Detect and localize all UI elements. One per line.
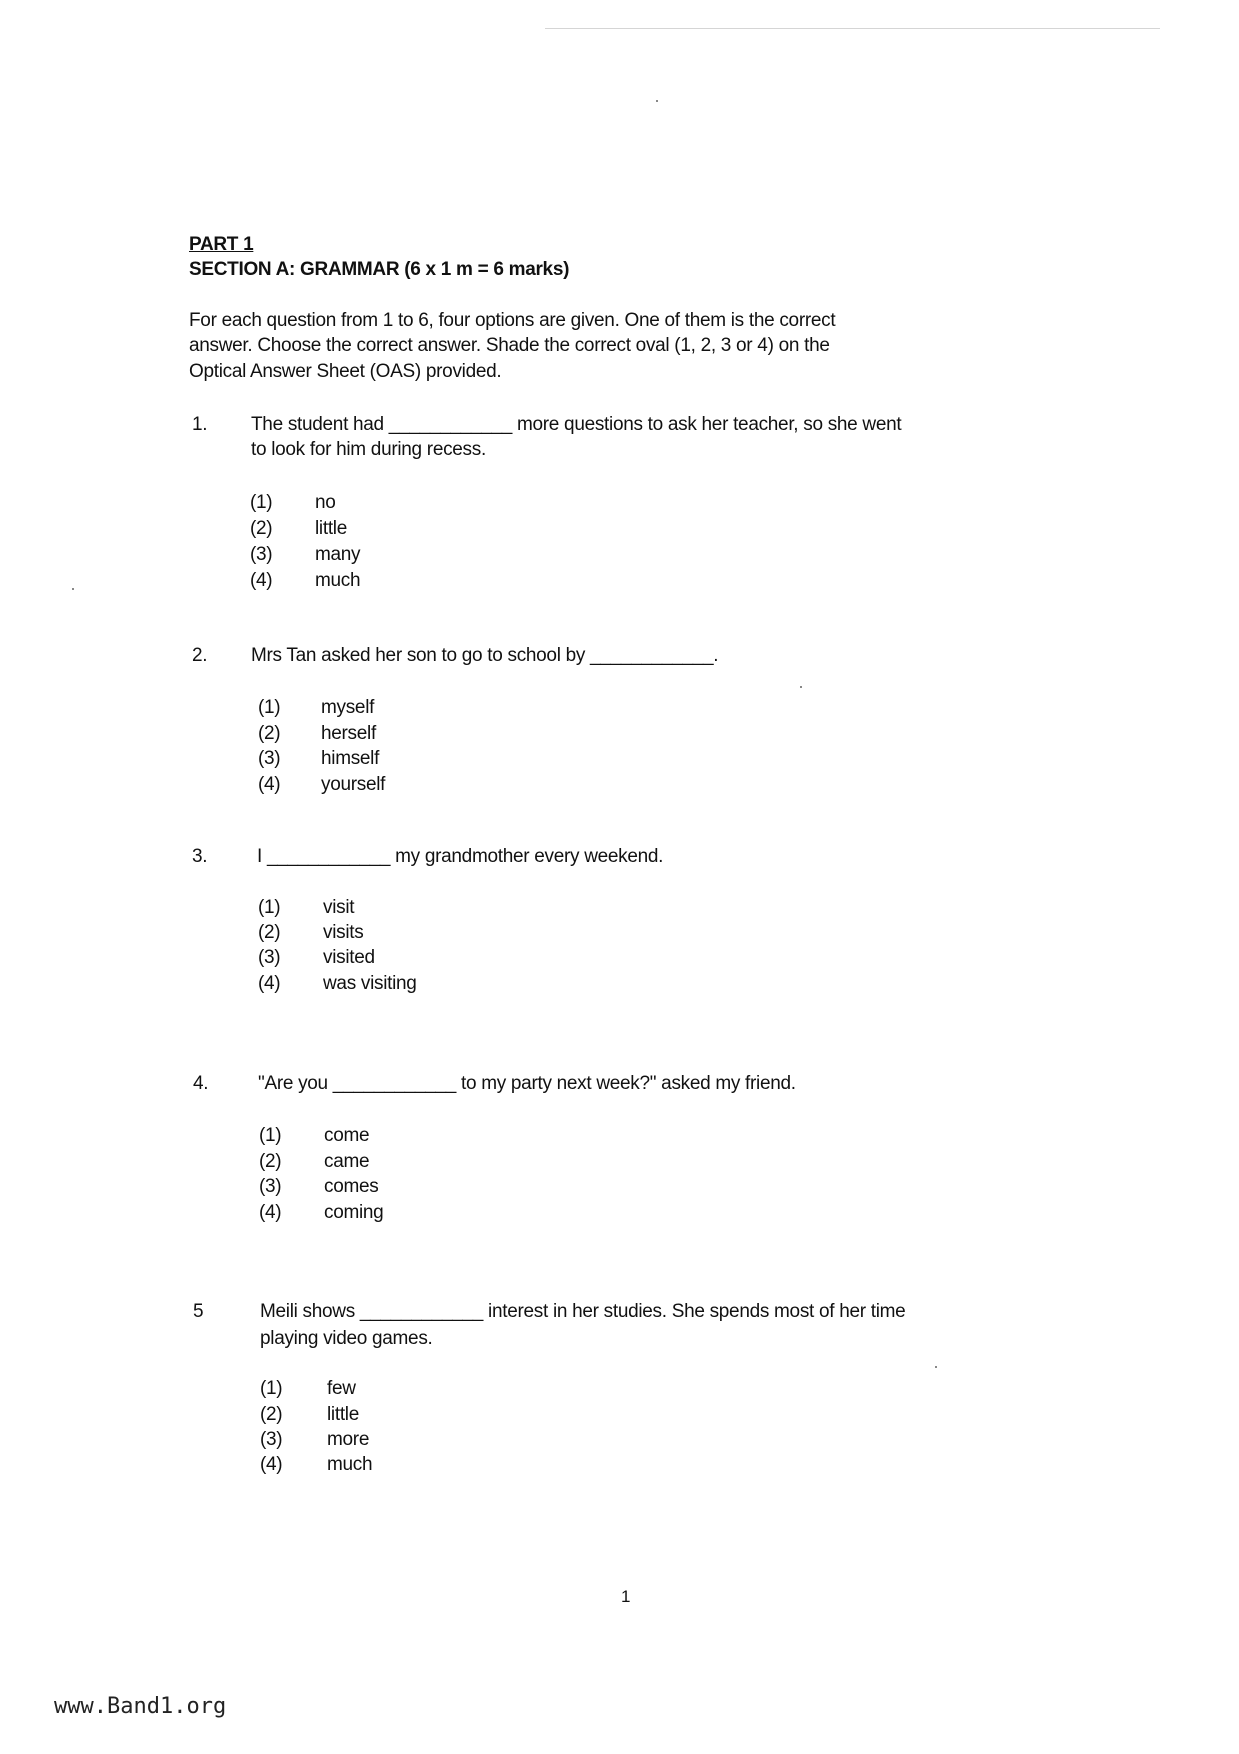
instruction-line: answer. Choose the correct answer. Shade the correct oval (1, 2, 3 or 4) on the [189, 335, 830, 356]
option-number: (4) [250, 570, 273, 591]
option-number: (1) [259, 1125, 282, 1146]
option-text: coming [324, 1202, 384, 1223]
option-text: come [324, 1125, 370, 1146]
option-number: (1) [258, 697, 281, 718]
option-text: myself [321, 697, 375, 718]
option-text: much [315, 570, 361, 591]
option-text: himself [321, 748, 380, 769]
option-text: visits [323, 922, 364, 943]
option-text: visit [323, 897, 355, 918]
option-text: comes [324, 1176, 379, 1197]
scan-speck [935, 1366, 937, 1368]
option-number: (4) [258, 973, 281, 994]
option-number: (3) [250, 544, 273, 565]
option-number: (3) [260, 1429, 283, 1450]
option-text: little [327, 1404, 359, 1425]
scan-noise-line [545, 28, 1160, 29]
question-text: "Are you ____________ to my party next week?" asked my friend. [258, 1073, 796, 1094]
option-number: (2) [250, 518, 273, 539]
question-number: 2. [192, 645, 208, 666]
option-text: visited [323, 947, 375, 968]
question-text: Mrs Tan asked her son to go to school by ____________. [251, 645, 719, 666]
option-text: was visiting [323, 973, 417, 994]
question-number: 5 [193, 1301, 204, 1322]
option-text: came [324, 1151, 370, 1172]
instruction-line: Optical Answer Sheet (OAS) provided. [189, 361, 502, 382]
option-text: much [327, 1454, 373, 1475]
option-number: (2) [258, 723, 281, 744]
option-text: herself [321, 723, 376, 744]
option-number: (3) [258, 947, 281, 968]
scan-speck [656, 100, 658, 102]
option-text: few [327, 1378, 356, 1399]
option-number: (1) [250, 492, 273, 513]
option-number: (1) [260, 1378, 283, 1399]
part-heading: PART 1 [189, 234, 254, 255]
option-number: (2) [259, 1151, 282, 1172]
option-number: (4) [259, 1202, 282, 1223]
page-number: 1 [621, 1587, 631, 1606]
option-text: yourself [321, 774, 386, 795]
option-number: (1) [258, 897, 281, 918]
option-text: many [315, 544, 361, 565]
option-number: (3) [258, 748, 281, 769]
option-text: no [315, 492, 336, 513]
question-text: I ____________ my grandmother every weekend. [257, 846, 664, 867]
question-text: to look for him during recess. [251, 439, 486, 460]
option-text: more [327, 1429, 370, 1450]
option-number: (4) [260, 1454, 283, 1475]
question-text: Meili shows ____________ interest in her studies. She spends most of her time [260, 1301, 906, 1322]
instruction-line: For each question from 1 to 6, four options are given. One of them is the correct [189, 310, 836, 331]
question-text: playing video games. [260, 1328, 433, 1349]
scan-speck [72, 588, 74, 590]
option-number: (2) [260, 1404, 283, 1425]
section-heading: SECTION A: GRAMMAR (6 x 1 m = 6 marks) [189, 259, 570, 280]
question-number: 3. [192, 846, 208, 867]
question-text: The student had ____________ more questions to ask her teacher, so she went [251, 414, 902, 435]
option-text: little [315, 518, 347, 539]
question-number: 4. [193, 1073, 209, 1094]
option-number: (4) [258, 774, 281, 795]
option-number: (3) [259, 1176, 282, 1197]
option-number: (2) [258, 922, 281, 943]
question-number: 1. [192, 414, 208, 435]
scan-speck [800, 686, 802, 688]
watermark-link[interactable]: www.Band1.org [54, 1694, 227, 1719]
